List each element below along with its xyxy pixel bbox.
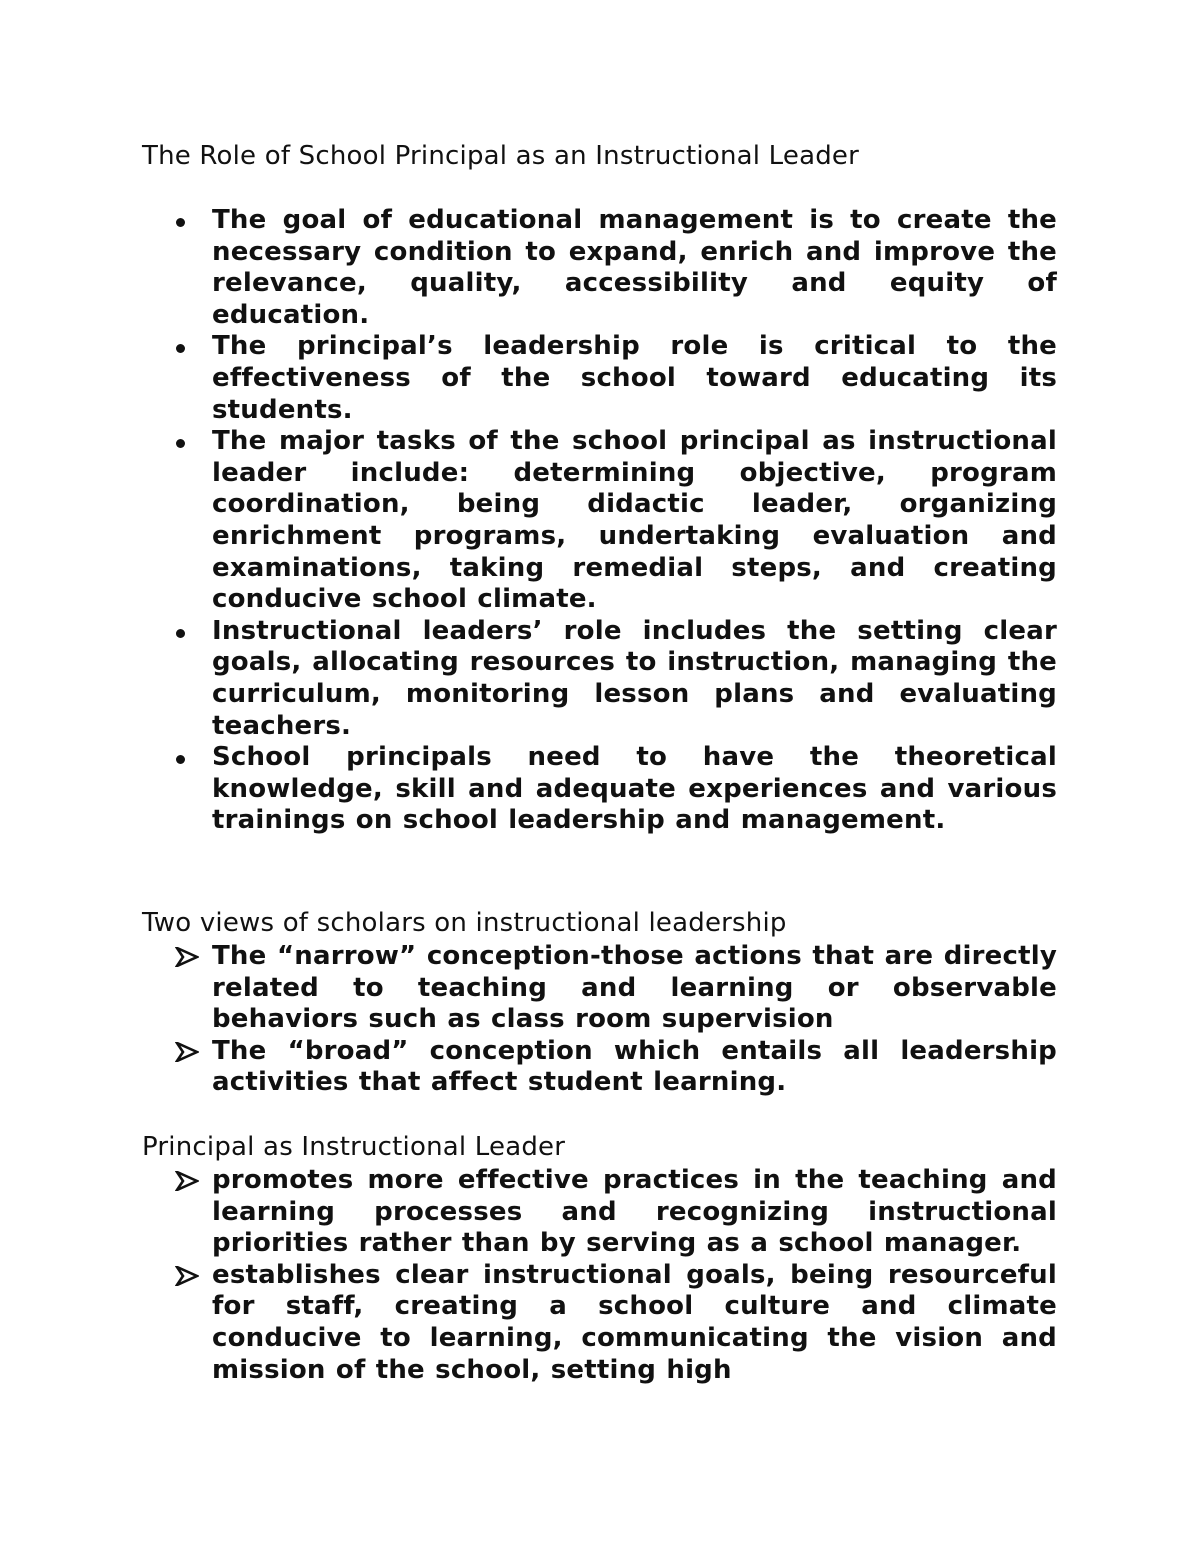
arrow-bullet-icon	[175, 1042, 199, 1062]
arrow-list-views	[142, 941, 1057, 1099]
arrow-bullet-icon	[175, 1266, 199, 1286]
arrow-list-principal	[142, 1165, 1057, 1386]
bullet-icon	[176, 344, 185, 353]
list-item-text: The “narrow” conception-those actions that are directly related to teaching and learning or observable behaviors such as class room supervision	[212, 941, 1057, 1035]
list-item-text: School principals need to have the theoretical knowledge, skill and adequate experiences and various trainings on school leadership and management.	[212, 742, 1057, 836]
section-title-two-views: Two views of scholars on instructional leadership	[142, 908, 787, 938]
list-item	[142, 205, 1057, 331]
arrow-bullet-icon	[175, 947, 199, 967]
arrow-bullet-icon	[175, 1171, 199, 1191]
list-item	[142, 1260, 1057, 1386]
bullet-icon	[176, 629, 185, 638]
list-item	[142, 1036, 1057, 1099]
list-item	[142, 941, 1057, 1036]
list-item	[142, 426, 1057, 616]
list-item-text: The major tasks of the school principal as instructional leader include: determining objective, program coordination, being didactic leader, organizing enrichment programs, undertaking evaluation and examinations, taking remedial steps, and creating conducive school climate.	[212, 426, 1057, 615]
list-item-text: The goal of educational management is to create the necessary condition to expand, enrich and improve the relevance, quality, accessibility and equity of education.	[212, 205, 1057, 330]
list-item-text: promotes more effective practices in the teaching and learning processes and recognizing instructional priorities rather than by serving as a school manager.	[212, 1165, 1057, 1259]
list-item-text: The principal’s leadership role is critical to the effectiveness of the school toward educating its students.	[212, 331, 1057, 425]
bullet-icon	[176, 218, 185, 227]
list-item-text: Instructional leaders’ role includes the setting clear goals, allocating resources to instruction, managing the curriculum, monitoring lesson plans and evaluating teachers.	[212, 615, 1057, 741]
section-title-role-of-principal: The Role of School Principal as an Instructional Leader	[142, 141, 860, 171]
section-title-principal-as-leader: Principal as Instructional Leader	[142, 1132, 566, 1162]
bullet-icon	[176, 439, 185, 448]
list-item	[142, 742, 1057, 837]
list-item-text: The “broad” conception which entails all leadership activities that affect student learning.	[212, 1035, 1057, 1098]
list-item	[142, 616, 1057, 742]
list-item	[142, 331, 1057, 426]
bullet-list-role	[142, 205, 1057, 837]
list-item	[142, 1165, 1057, 1260]
bullet-icon	[176, 755, 185, 764]
list-item-text: establishes clear instructional goals, being resourceful for staff, creating a school culture and climate conducive to learning, communicating the vision and mission of the school, setting high	[212, 1259, 1057, 1385]
